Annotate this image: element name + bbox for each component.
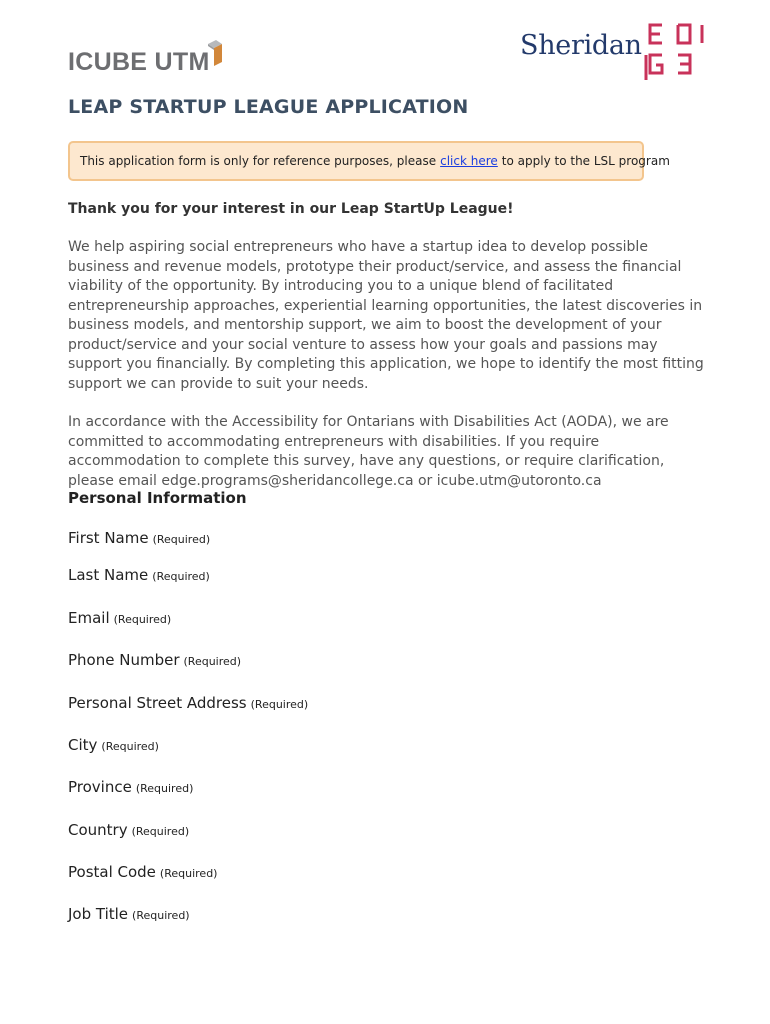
field-label: Job Title bbox=[68, 905, 129, 923]
required-tag: (Required) bbox=[101, 740, 159, 753]
required-tag: (Required) bbox=[250, 698, 309, 711]
field-street-address bbox=[68, 693, 308, 712]
field-first-name bbox=[68, 528, 210, 547]
sheridan-wordmark: Sheridan bbox=[520, 30, 642, 61]
field-label: Country bbox=[68, 821, 128, 839]
field-label: Postal Code bbox=[68, 863, 156, 881]
required-tag: (Required) bbox=[159, 867, 218, 880]
required-tag: (Required) bbox=[113, 613, 172, 626]
required-tag: (Required) bbox=[131, 825, 190, 838]
intro-section bbox=[68, 200, 708, 491]
section-title-personal-information: Personal Information bbox=[68, 489, 247, 507]
reference-notice bbox=[68, 141, 670, 181]
required-tag: (Required) bbox=[152, 533, 211, 546]
required-tag: (Required) bbox=[183, 655, 242, 668]
notice-text-before: This application form is only for reference purposes, please bbox=[80, 154, 437, 168]
field-email bbox=[68, 608, 171, 627]
field-label: Phone Number bbox=[68, 651, 180, 669]
thank-you-heading: Thank you for your interest in our Leap StartUp League! bbox=[68, 201, 514, 217]
sheridan-edge-logo bbox=[520, 22, 642, 59]
field-country bbox=[68, 820, 189, 839]
required-tag: (Required) bbox=[152, 570, 210, 583]
field-label: Personal Street Address bbox=[68, 694, 247, 712]
required-tag: (Required) bbox=[132, 909, 190, 922]
field-province bbox=[68, 777, 193, 796]
icube-utm-logo bbox=[68, 40, 224, 75]
page-header bbox=[0, 0, 770, 90]
field-job-title bbox=[68, 904, 190, 923]
field-postal-code bbox=[68, 862, 217, 881]
aoda-paragraph: In accordance with the Accessibility for Ontarians with Disabilities Act (AODA), we are committed to accommodating entrepreneurs with disabilities. If you require accommodation to complete this survey, have any questions, or require clarification, please email edge.programs@sheridancollege.ca or icube.utm@utoronto.ca bbox=[68, 414, 669, 489]
apply-link[interactable]: click here bbox=[440, 154, 498, 168]
field-phone-number bbox=[68, 650, 241, 669]
field-last-name bbox=[68, 565, 210, 584]
icube-utm-wordmark: ICUBE UTM bbox=[68, 48, 210, 76]
field-label: City bbox=[68, 736, 98, 754]
notice-text-after: to apply to the LSL program bbox=[501, 154, 670, 168]
edge-logo-icon bbox=[644, 22, 704, 82]
cube-icon bbox=[208, 40, 224, 70]
intro-paragraph: We help aspiring social entrepreneurs who have a startup idea to develop possible business and revenue models, prototype their product/service, and assess the financial viability of the opportunity. By introducing you to a unique blend of facilitated entrepreneurship approaches, experiential learning opportunities, the latest discoveries in business models, and mentorship support, we aim to boost the development of your product/service and your social venture to assess how your goals and passions may support you financially. By completing this application, we hope to identify the most fitting support we can provide to suit your needs. bbox=[68, 239, 704, 392]
field-city bbox=[68, 735, 159, 754]
field-label: Last Name bbox=[68, 566, 149, 584]
field-label: Email bbox=[68, 609, 110, 627]
page-title: LEAP STARTUP LEAGUE APPLICATION bbox=[68, 96, 469, 118]
required-tag: (Required) bbox=[135, 782, 194, 795]
field-label: First Name bbox=[68, 529, 149, 547]
field-label: Province bbox=[68, 778, 132, 796]
